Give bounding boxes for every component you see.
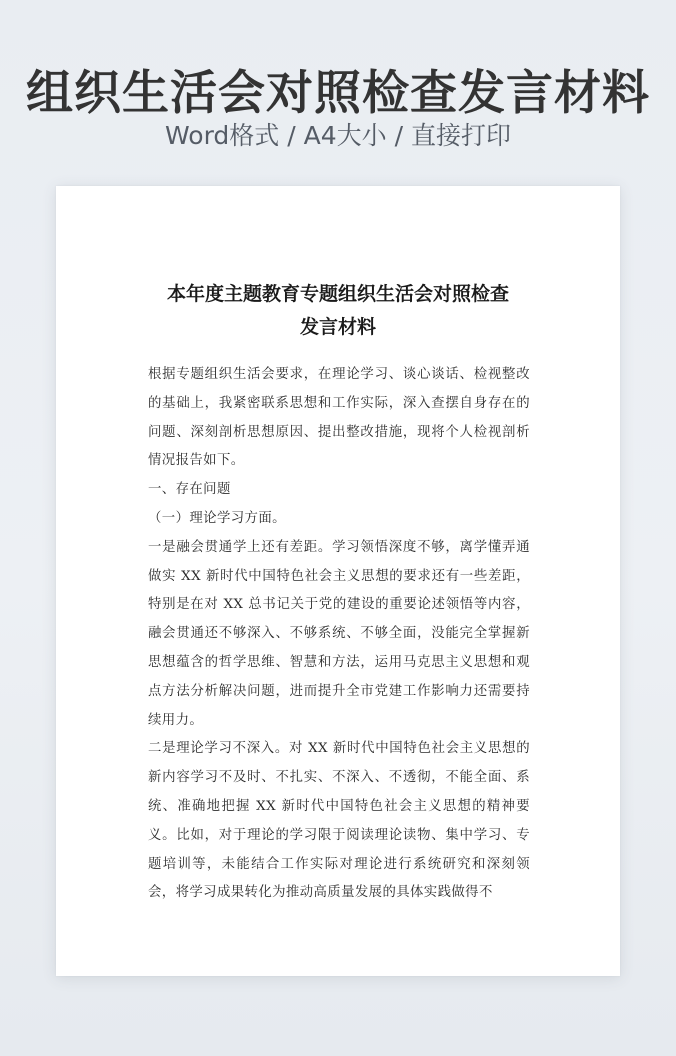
body-paragraph: 一是融会贯通学上还有差距。学习领悟深度不够，离学懂弄通做实 XX 新时代中国特色社会主义思想的要求还有一些差距，特别是在对 XX 总书记关于党的建设的重要论述领悟等内容，融会贯通还不够深入、不够系统、不够全面，没能完全掌握新思想蕴含的哲学思维、智慧和方法，运用马克思主义思想和观点方法分析解决问题，进而提升全市党建工作影响力还需要持续用力。: [148, 539, 530, 728]
document-title-line-2: 发言材料: [299, 316, 376, 338]
subsection-heading: （一）理论学习方面。: [148, 510, 286, 526]
document-page: [56, 186, 620, 976]
body-paragraph: 二是理论学习不深入。对 XX 新时代中国特色社会主义思想的新内容学习不及时、不扎实、不深入、不透彻，不能全面、系统、准确地把握 XX 新时代中国特色社会主义思想的精神要义。比如，对于理论的学习限于阅读理论读物、集中学习、专题培训等，未能结合工作实际对理论进行系统研究和深刻领会，将学习成果转化为推动高质量发展的具体实践做得不: [148, 741, 530, 901]
document-title: [56, 278, 620, 344]
document-body: [148, 361, 530, 908]
banner-subtitle: Word格式 / A4大小 / 直接打印: [165, 121, 511, 150]
banner-title: 组织生活会对照检查发言材料: [26, 66, 650, 121]
section-heading: 一、存在问题: [148, 482, 231, 498]
intro-paragraph: 根据专题组织生活会要求，在理论学习、谈心谈话、检视整改的基础上，我紧密联系思想和工作实际，深入查摆自身存在的问题、深刻剖析思想原因、提出整改措施，现将个人检视剖析情况报告如下。: [148, 367, 530, 469]
document-title-line-1: 本年度主题教育专题组织生活会对照检查: [166, 283, 509, 305]
